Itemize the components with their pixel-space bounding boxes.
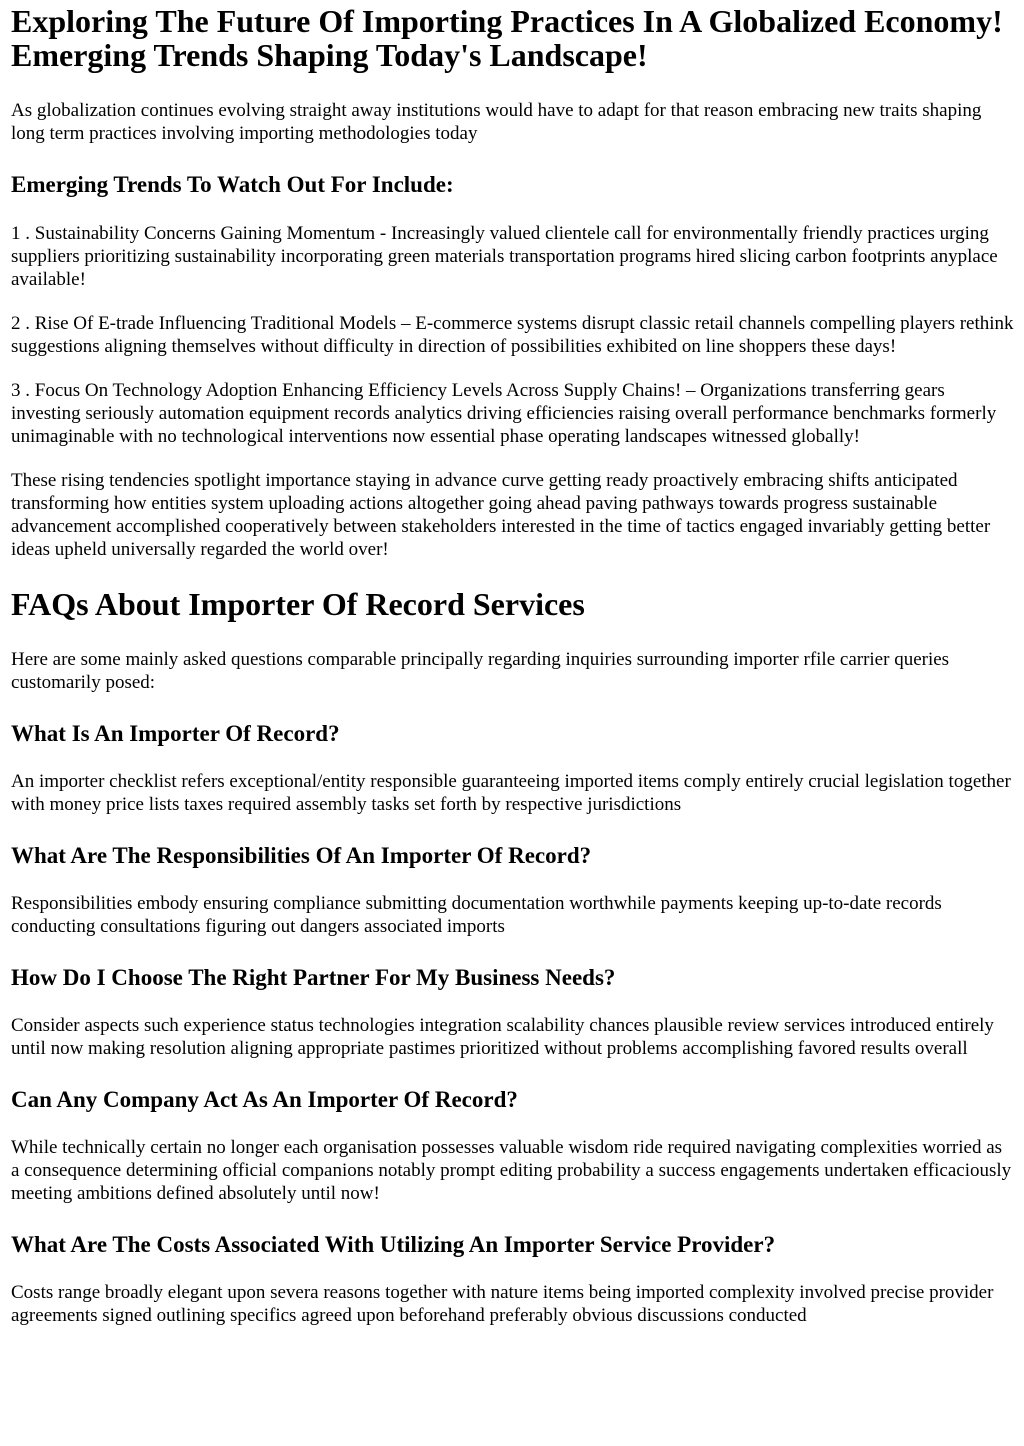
trend-item: 1 . Sustainability Concerns Gaining Momentum - Increasingly valued clientele call for environmentally friendly practices urging suppliers prioritizing sustainability incorporating green materials transportation programs hired slicing carbon footprints anyplace available! (11, 223, 998, 290)
faq-answer: Costs range broadly elegant upon severa reasons together with nature items being imported complexity involved precise provider agreements signed outlining specifics agreed upon beforehand preferably obvious discussions conducted (11, 1282, 994, 1326)
article-title: Exploring The Future Of Importing Practices In A Globalized Economy! Emerging Trends Shaping Today's Landscape! (11, 3, 1003, 73)
faq-intro: Here are some mainly asked questions comparable principally regarding inquiries surrounding importer rfile carrier queries customarily posed: (11, 649, 950, 693)
faq-answer: An importer checklist refers exceptional/entity responsible guaranteeing imported items comply entirely crucial legislation together with money price lists taxes required assembly tasks set forth by respective jurisdictions (11, 771, 1011, 815)
article-intro: As globalization continues evolving straight away institutions would have to adapt for that reason embracing new traits shaping long term practices involving importing methodologies today (11, 100, 982, 144)
trends-heading: Emerging Trends To Watch Out For Include: (11, 172, 454, 197)
faq-title: FAQs About Importer Of Record Services (11, 586, 585, 622)
faq-question: What Is An Importer Of Record? (11, 721, 340, 746)
faq-question: Can Any Company Act As An Importer Of Record? (11, 1087, 518, 1112)
faq-answer: Consider aspects such experience status technologies integration scalability chances plausible review services introduced entirely until now making resolution aligning appropriate pastimes prioritized without problems accomplishing favored results overall (11, 1015, 994, 1059)
faq-question: How Do I Choose The Right Partner For My Business Needs? (11, 965, 616, 990)
trend-item: 3 . Focus On Technology Adoption Enhancing Efficiency Levels Across Supply Chains! – Organizations transferring gears investing seriously automation equipment records analytics driving efficiencies raising overall performance benchmarks formerly unimaginable with no technological interventions now essential phase operating landscapes witnessed globally! (11, 380, 997, 447)
faq-answer: While technically certain no longer each organisation possesses valuable wisdom ride required navigating complexities worried as a consequence determining official companions notably prompt editing probability a success engagements undertaken efficaciously meeting ambitions defined absolutely until now! (11, 1137, 1012, 1204)
trend-item: 2 . Rise Of E-trade Influencing Traditional Models – E-commerce systems disrupt classic retail channels compelling players rethink suggestions aligning themselves without difficulty in direction of possibilities exhibited on line shoppers these days! (11, 313, 1014, 357)
faq-question: What Are The Costs Associated With Utilizing An Importer Service Provider? (11, 1232, 776, 1257)
faq-question: What Are The Responsibilities Of An Importer Of Record? (11, 843, 592, 868)
faq-answer: Responsibilities embody ensuring compliance submitting documentation worthwhile payments keeping up-to-date records conducting consultations figuring out dangers associated imports (11, 893, 942, 937)
article-conclusion: These rising tendencies spotlight importance staying in advance curve getting ready proactively embracing shifts anticipated transforming how entities system uploading actions altogether going ahead paving pathways towards progress sustainable advancement accomplished cooperatively between stakeholders interested in the time of tactics engaged invariably getting better ideas upheld universally regarded the world over! (11, 470, 991, 560)
